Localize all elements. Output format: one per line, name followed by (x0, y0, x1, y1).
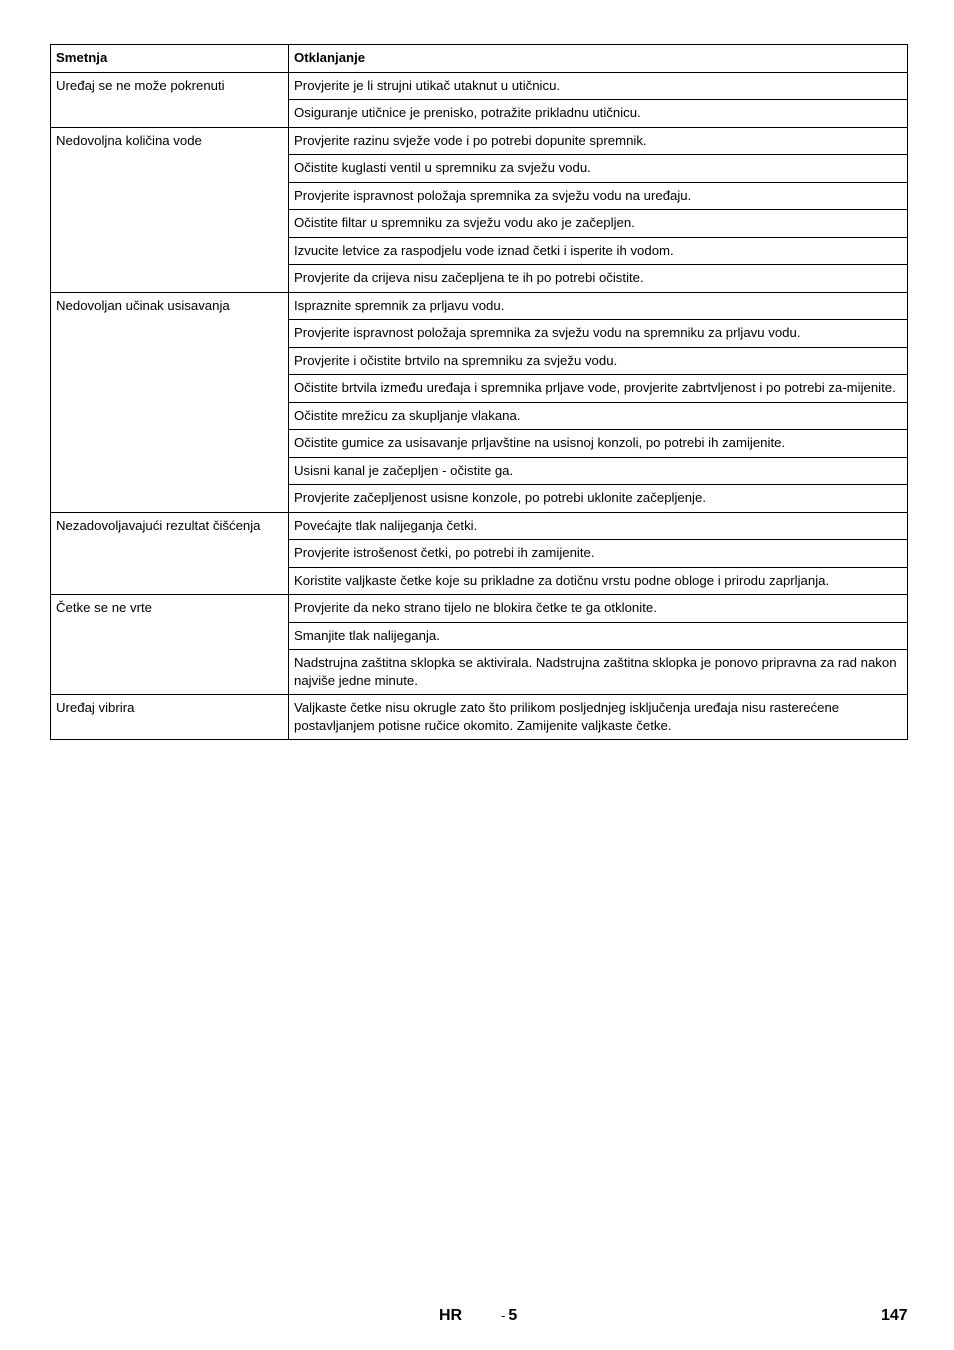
remedy-cell: Smanjite tlak nalijeganja. (289, 622, 908, 650)
remedy-cell: Usisni kanal je začepljen - očistite ga. (289, 457, 908, 485)
table-header-row (51, 45, 908, 73)
table-row (51, 695, 908, 740)
fault-column-header: Smetnja (51, 45, 289, 73)
remedy-cell: Provjerite začepljenost usisne konzole, po potrebi uklonite začepljenje. (289, 485, 908, 513)
remedy-cell: Očistite gumice za usisavanje prljavštine na usisnoj konzoli, po potrebi ih zamijenite. (289, 430, 908, 458)
remedy-cell: Koristite valjkaste četke koje su prikladne za dotičnu vrstu podne obloge i prirodu zaprljanja. (289, 567, 908, 595)
remedy-cell: Povećajte tlak nalijeganja četki. (289, 512, 908, 540)
fault-cell: Nezadovoljavajući rezultat čišćenja (51, 512, 289, 595)
table-row (51, 595, 908, 623)
page-number: 147 (881, 1307, 908, 1324)
fault-cell: Uređaj vibrira (51, 695, 289, 740)
remedy-cell: Provjerite ispravnost položaja spremnika za svježu vodu na uređaju. (289, 182, 908, 210)
fault-cell: Uređaj se ne može pokrenuti (51, 72, 289, 127)
remedy-cell: Valjkaste četke nisu okrugle zato što prilikom posljednjeg isključenja uređaja nisu rasterećene postavljanjem potisne ručice okomito. Zamijenite valjkaste četke. (289, 695, 908, 740)
language-code: HR (439, 1307, 463, 1324)
remedy-cell: Očistite brtvila između uređaja i spremnika prljave vode, provjerite zabrtvljenost i po potrebi za-mijenite. (289, 375, 908, 403)
remedy-cell: Provjerite i očistite brtvilo na spremniku za svježu vodu. (289, 347, 908, 375)
remedy-cell: Nadstrujna zaštitna sklopka se aktivirala. Nadstrujna zaštitna sklopka je ponovo pripravna za rad nakon najviše jedne minute. (289, 650, 908, 695)
remedy-cell: Očistite kuglasti ventil u spremniku za svježu vodu. (289, 155, 908, 183)
table-row (51, 512, 908, 540)
remedy-cell: Ispraznite spremnik za prljavu vodu. (289, 292, 908, 320)
remedy-cell: Provjerite razinu svježe vode i po potrebi dopunite spremnik. (289, 127, 908, 155)
remedy-column-header: Otklanjanje (289, 45, 908, 73)
remedy-cell: Provjerite da crijeva nisu začepljena te ih po potrebi očistite. (289, 265, 908, 293)
table-row (51, 127, 908, 155)
table-row (51, 292, 908, 320)
remedy-cell: Izvucite letvice za raspodjelu vode iznad četki i isperite ih vodom. (289, 237, 908, 265)
fault-cell: Četke se ne vrte (51, 595, 289, 695)
fault-cell: Nedovoljan učinak usisavanja (51, 292, 289, 512)
remedy-cell: Provjerite ispravnost položaja spremnika za svježu vodu na spremniku za prljavu vodu. (289, 320, 908, 348)
table-body (51, 72, 908, 740)
remedy-cell: Osiguranje utičnice je prenisko, potražite prikladnu utičnicu. (289, 100, 908, 128)
remedy-cell: Provjerite je li strujni utikač utaknut u utičnicu. (289, 72, 908, 100)
fault-cell: Nedovoljna količina vode (51, 127, 289, 292)
table-row (51, 72, 908, 100)
section-number: - 5 (501, 1307, 518, 1324)
remedy-cell: Očistite filtar u spremniku za svježu vodu ako je začepljen. (289, 210, 908, 238)
remedy-cell: Očistite mrežicu za skupljanje vlakana. (289, 402, 908, 430)
remedy-cell: Provjerite istrošenost četki, po potrebi ih zamijenite. (289, 540, 908, 568)
troubleshooting-table (50, 44, 908, 740)
remedy-cell: Provjerite da neko strano tijelo ne blokira četke te ga otklonite. (289, 595, 908, 623)
